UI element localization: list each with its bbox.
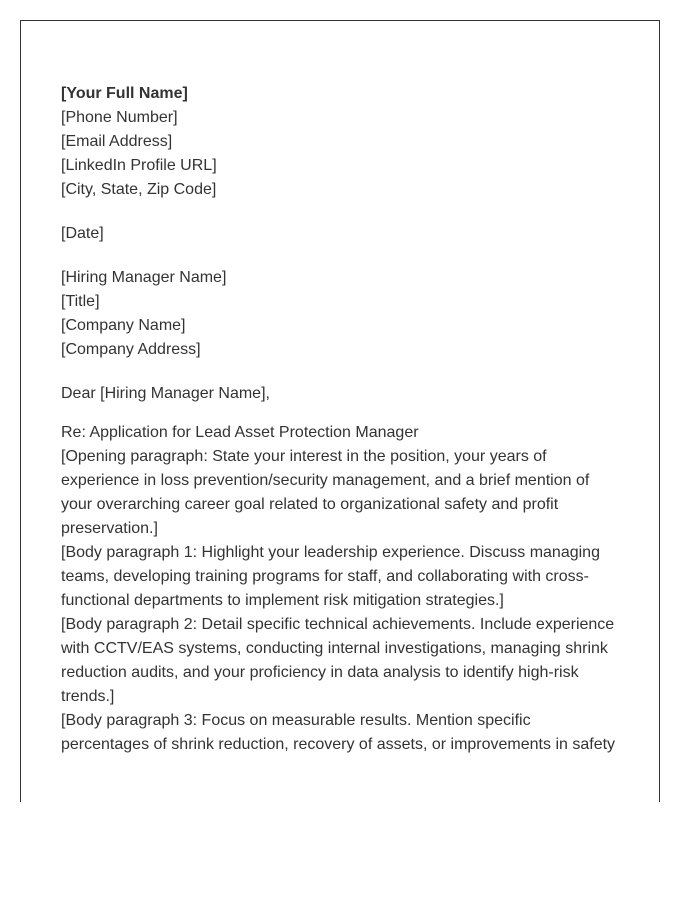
recipient-company: [Company Name]	[61, 317, 186, 334]
subject-block	[61, 421, 621, 445]
sender-block	[61, 82, 621, 202]
recipient-block	[61, 266, 621, 362]
recipient-address: [Company Address]	[61, 341, 201, 358]
body-paragraph-1: [Body paragraph 1: Highlight your leadership experience. Discuss managing teams, developing training programs for staff, and collaborating with cross-functional departments to implement risk mitigation strategies.]	[61, 544, 600, 609]
sender-linkedin: [LinkedIn Profile URL]	[61, 157, 217, 174]
date-block	[61, 222, 621, 246]
sender-full-name: [Your Full Name]	[61, 85, 188, 102]
sender-location: [City, State, Zip Code]	[61, 181, 217, 198]
sender-email: [Email Address]	[61, 133, 173, 150]
salutation-block	[61, 382, 621, 406]
salutation: Dear [Hiring Manager Name],	[61, 385, 270, 402]
letter-page	[20, 20, 660, 802]
subject-line: Re: Application for Lead Asset Protection Manager	[61, 424, 419, 441]
letter-date: [Date]	[61, 225, 104, 242]
body-paragraph-3: [Body paragraph 3: Focus on measurable results. Mention specific percentages of shrink reduction, recovery of assets, or improvements in safety	[61, 712, 616, 753]
body-paragraph-2: [Body paragraph 2: Detail specific technical achievements. Include experience with CCTV/EAS systems, conducting internal investigations, managing shrink reduction audits, and your proficiency in data analysis to identify high-risk trends.]	[61, 616, 615, 705]
recipient-title: [Title]	[61, 293, 100, 310]
recipient-name: [Hiring Manager Name]	[61, 269, 227, 286]
opening-paragraph: [Opening paragraph: State your interest in the position, your years of experience in loss prevention/security management, and a brief mention of your overarching career goal related to organizational safety and profit preservation.]	[61, 448, 590, 537]
letter-content	[61, 82, 621, 757]
sender-phone: [Phone Number]	[61, 109, 178, 126]
